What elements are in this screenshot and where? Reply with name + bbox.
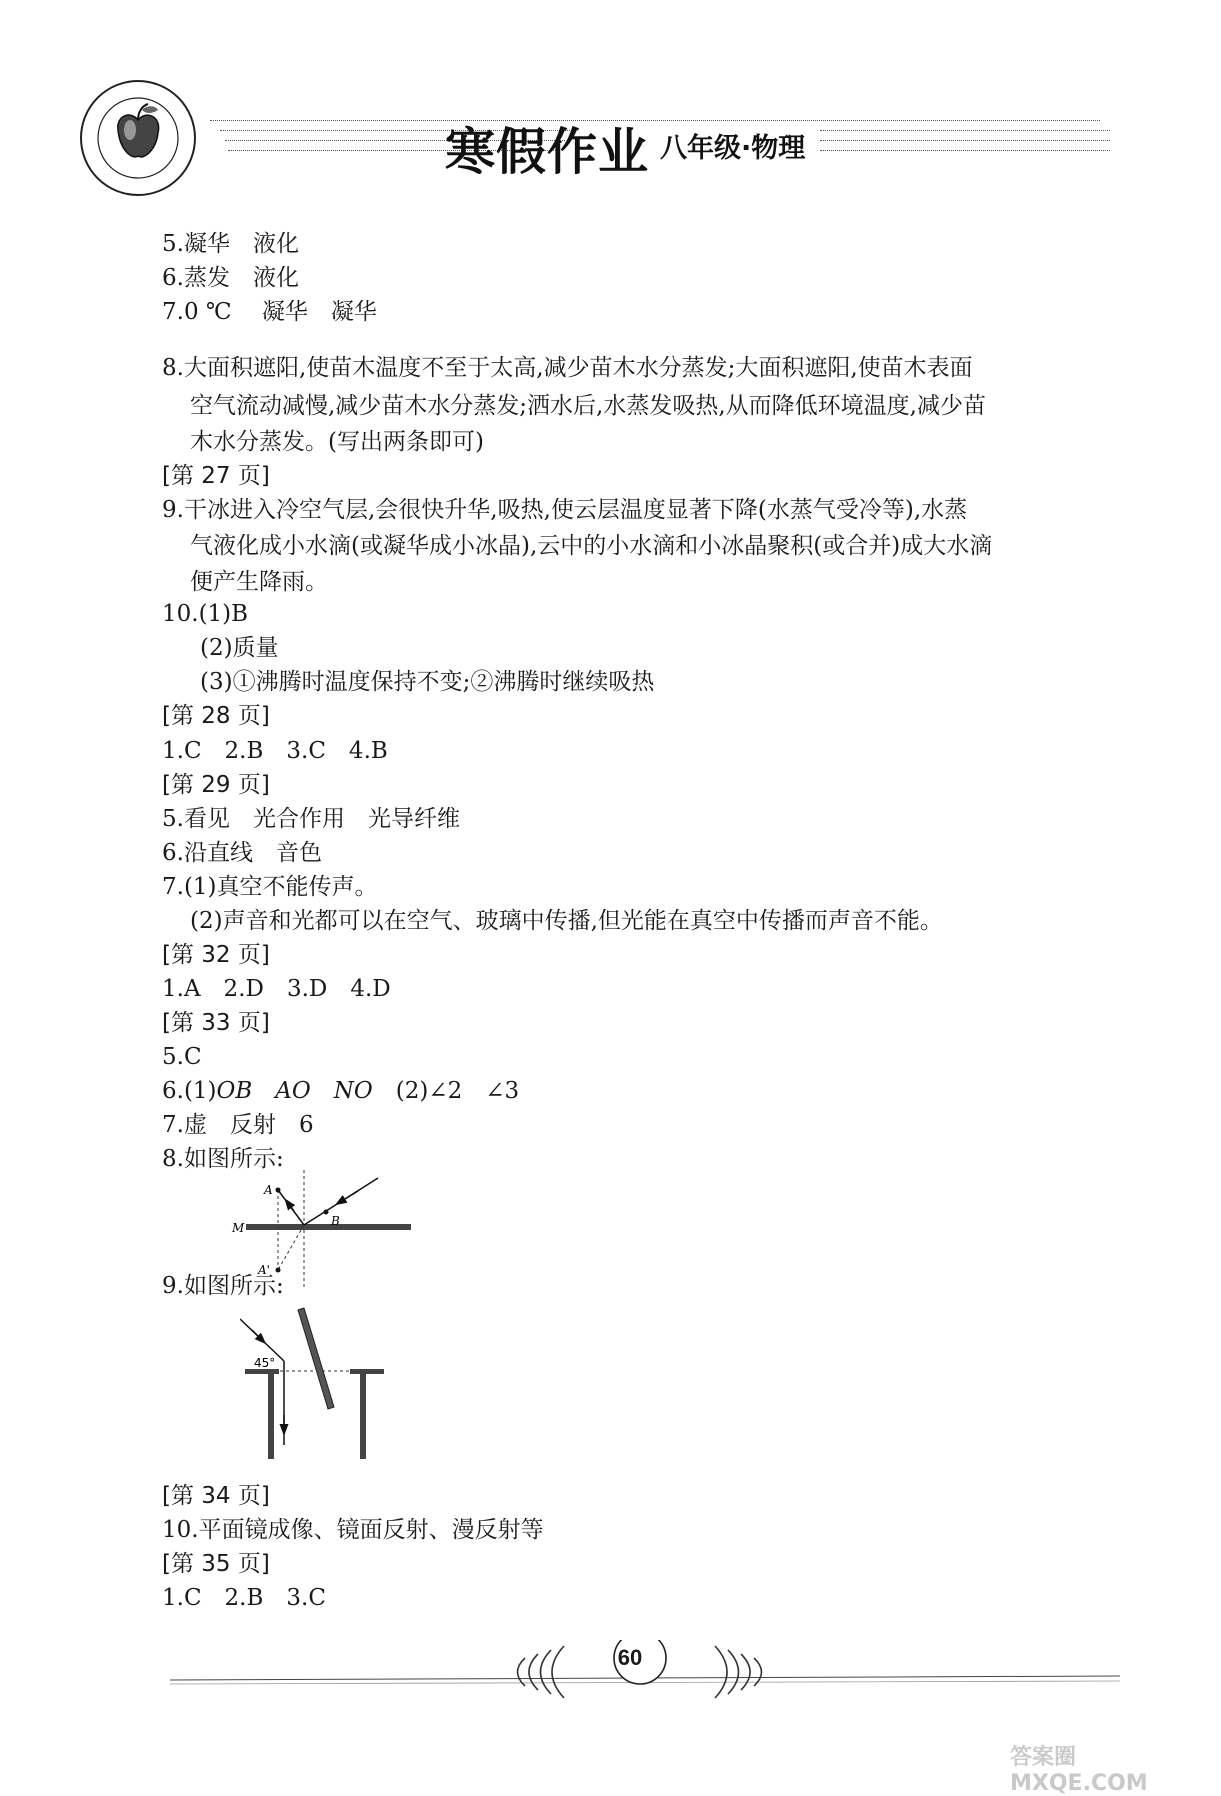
section-header: [第 34 页] [162,1483,270,1509]
answer-line: 6.沿直线 音色 [162,840,322,866]
answer-line: (2)声音和光都可以在空气、玻璃中传播,但光能在真空中传播而声音不能。 [190,908,943,934]
answer-rest: (2)∠2 ∠3 [395,1078,520,1104]
angle-label: 45° [254,1356,276,1370]
answer-line: 7.(1)真空不能传声。 [162,874,378,900]
answer-line: 木水分蒸发。(写出两条即可) [190,429,484,455]
label-a-prime: A' [258,1263,270,1277]
answer-line: 5.凝华 液化 [162,231,299,257]
label-b: B [331,1214,340,1228]
answer-line: (3)①沸腾时温度保持不变;②沸腾时继续吸热 [200,669,655,695]
ray-no: NO [333,1078,373,1104]
answer-line: 8.大面积遮阳,使苗木温度不至于太高,减少苗木水分蒸发;大面积遮阳,使苗木表面 [162,355,973,381]
answer-line: 6.蒸发 液化 [162,265,299,291]
figure-9-periscope-diagram [240,1305,410,1460]
answer-line: 5.看见 光合作用 光导纤维 [162,806,460,832]
ray-ao: AO [275,1078,311,1104]
answer-line: 1.C 2.B 3.C 4.B [162,738,388,764]
apple-logo-icon [78,78,198,198]
section-header: [第 35 页] [162,1551,270,1577]
answer-line: 7.虚 反射 6 [162,1112,314,1138]
section-header: [第 28 页] [162,703,270,729]
answer-prefix: 6.(1) [162,1078,217,1104]
label-m: M [232,1221,245,1235]
answer-line: 1.A 2.D 3.D 4.D [162,976,391,1002]
answer-line: 1.C 2.B 3.C [162,1585,326,1611]
answer-line: 10.(1)B [162,601,249,627]
answer-line: 气液化成小水滴(或凝华成小冰晶),云中的小水滴和小冰晶聚积(或合并)成大水滴 [190,533,993,559]
answer-line: 8.如图所示: [162,1146,284,1172]
answer-line [162,1080,519,1103]
section-header: [第 27 页] [162,463,270,489]
watermark: 答案圈 MXQE.COM [1010,1745,1148,1796]
ray-ob: OB [216,1078,253,1104]
section-header: [第 33 页] [162,1010,270,1036]
answer-line: 7.0 ℃ 凝华 凝华 [162,299,377,325]
answer-line: 5.C [162,1044,202,1070]
figure-8-reflection-diagram [228,1170,428,1290]
section-header: [第 32 页] [162,942,270,968]
section-header: [第 29 页] [162,772,270,798]
answer-line: 便产生降雨。 [190,569,328,595]
answer-line: 空气流动减慢,减少苗木水分蒸发;洒水后,水蒸发吸热,从而降低环境温度,减少苗 [190,393,986,419]
page-title: 寒假作业 [445,123,649,181]
answer-line: 10.平面镜成像、镜面反射、漫反射等 [162,1517,544,1543]
answer-line: (2)质量 [200,635,279,661]
label-a: A [264,1183,273,1197]
page-subtitle: 八年级·物理 [660,133,806,164]
answer-line: 9.干冰进入冷空气层,会很快升华,吸热,使云层温度显著下降(水蒸气受冷等),水蒸 [162,497,968,523]
answer-line: 9.如图所示: [162,1273,284,1299]
page-number: 60 [617,1645,643,1670]
